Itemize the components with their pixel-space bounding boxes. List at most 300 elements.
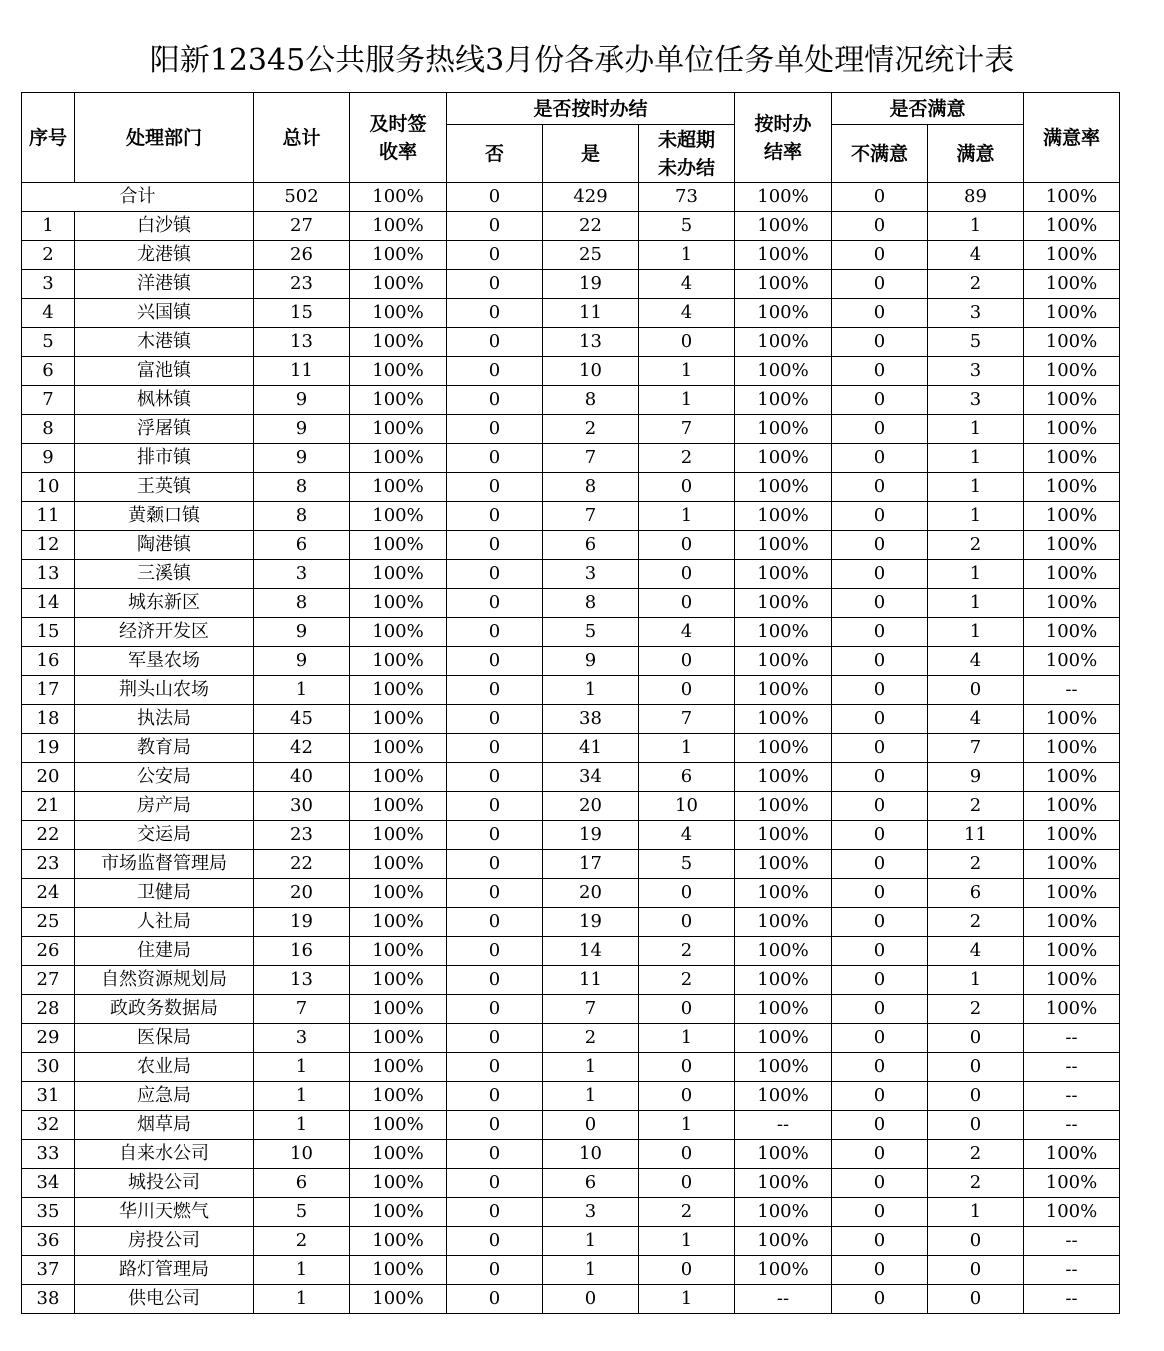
row-cell: 0 [639,473,735,502]
row-seq: 3 [22,270,75,299]
row-cell: 100% [1024,328,1120,357]
row-dept: 房投公司 [75,1227,254,1256]
row-cell: 0 [447,734,543,763]
row-cell: 100% [735,966,832,995]
row-cell: 100% [735,589,832,618]
row-cell: 11 [543,299,639,328]
row-cell: 100% [350,763,447,792]
row-cell: 34 [543,763,639,792]
header-total: 总计 [254,93,350,183]
row-cell: 100% [350,1053,447,1082]
row-cell: 0 [639,328,735,357]
row-cell: 0 [832,1053,928,1082]
row-cell: 100% [1024,386,1120,415]
row-dept: 龙港镇 [75,241,254,270]
row-cell: 0 [447,444,543,473]
row-cell: 100% [350,270,447,299]
row-cell: 100% [1024,589,1120,618]
row-seq: 20 [22,763,75,792]
row-cell: 100% [1024,1169,1120,1198]
row-cell: 0 [832,560,928,589]
row-cell: 0 [832,966,928,995]
row-cell: 8 [543,589,639,618]
row-cell: 5 [639,212,735,241]
row-seq: 35 [22,1198,75,1227]
row-cell: 100% [1024,966,1120,995]
row-cell: 100% [735,1227,832,1256]
row-cell: 42 [254,734,350,763]
header-sign-rate [350,93,447,183]
row-cell: -- [1024,1082,1120,1111]
row-cell: 11 [254,357,350,386]
row-cell: 22 [543,212,639,241]
row-seq: 2 [22,241,75,270]
row-cell: 7 [543,444,639,473]
row-cell: 5 [254,1198,350,1227]
row-cell: 100% [350,618,447,647]
row-cell: 3 [543,560,639,589]
row-cell: 0 [447,473,543,502]
table-row [22,734,1120,763]
table-row [22,1024,1120,1053]
row-dept: 交运局 [75,821,254,850]
row-cell: 1 [639,1024,735,1053]
row-dept: 自然资源规划局 [75,966,254,995]
row-cell: 100% [735,850,832,879]
row-cell: 0 [832,473,928,502]
row-seq: 22 [22,821,75,850]
row-cell: 3 [928,357,1024,386]
row-cell: 0 [832,676,928,705]
row-cell: 100% [350,995,447,1024]
row-cell: 10 [254,1140,350,1169]
row-cell: 100% [350,792,447,821]
row-cell: 0 [447,995,543,1024]
row-seq: 33 [22,1140,75,1169]
row-cell: 100% [735,1256,832,1285]
row-cell: 0 [832,1140,928,1169]
row-cell: 0 [832,1285,928,1314]
row-seq: 9 [22,444,75,473]
row-seq: 24 [22,879,75,908]
row-cell: 0 [639,1256,735,1285]
row-cell: 8 [254,473,350,502]
row-cell: 0 [832,328,928,357]
header-dept: 处理部门 [75,93,254,183]
row-cell: 100% [1024,879,1120,908]
row-cell: 30 [254,792,350,821]
row-cell: 25 [543,241,639,270]
row-cell: 0 [832,821,928,850]
row-cell: 11 [543,966,639,995]
row-cell: 1 [543,676,639,705]
row-cell: 0 [832,1169,928,1198]
row-cell: 100% [350,1256,447,1285]
row-cell: 0 [447,850,543,879]
header-satisfy-group: 是否满意 [832,93,1024,125]
row-cell: 7 [543,502,639,531]
row-dept: 路灯管理局 [75,1256,254,1285]
row-cell: 0 [928,1024,1024,1053]
row-cell: 2 [639,937,735,966]
total-cell: 100% [735,183,832,212]
row-cell: 0 [447,212,543,241]
row-cell: 0 [832,618,928,647]
row-cell: 100% [350,502,447,531]
table-row [22,821,1120,850]
table-row [22,879,1120,908]
row-cell: 100% [350,241,447,270]
row-cell: 100% [1024,415,1120,444]
row-cell: 2 [639,966,735,995]
row-cell: 0 [832,705,928,734]
row-cell: 38 [543,705,639,734]
row-cell: 7 [639,705,735,734]
row-cell: 2 [543,415,639,444]
row-cell: 100% [350,1227,447,1256]
row-dept: 荆头山农场 [75,676,254,705]
row-dept: 洋港镇 [75,270,254,299]
row-cell: 100% [735,1140,832,1169]
row-cell: 6 [639,763,735,792]
table-row [22,763,1120,792]
row-cell: 0 [832,937,928,966]
row-cell: 100% [735,502,832,531]
row-cell: 2 [254,1227,350,1256]
row-cell: 1 [254,1111,350,1140]
row-cell: 9 [254,647,350,676]
row-seq: 28 [22,995,75,1024]
row-cell: 1 [254,1285,350,1314]
row-cell: 100% [735,212,832,241]
table-row [22,647,1120,676]
row-seq: 6 [22,357,75,386]
row-cell: 0 [447,589,543,618]
row-cell: 41 [543,734,639,763]
row-cell: 0 [928,1285,1024,1314]
row-cell: 6 [928,879,1024,908]
row-cell: 0 [832,531,928,560]
header-ontime-group: 是否按时办结 [447,93,735,125]
row-seq: 34 [22,1169,75,1198]
row-cell: 0 [447,792,543,821]
row-seq: 5 [22,328,75,357]
row-cell: 0 [639,1053,735,1082]
statistics-table [21,92,1120,1314]
row-cell: 100% [350,531,447,560]
total-row [22,183,1120,212]
row-cell: 100% [1024,473,1120,502]
table-row [22,1169,1120,1198]
row-cell: 2 [543,1024,639,1053]
row-seq: 7 [22,386,75,415]
row-cell: 9 [543,647,639,676]
row-cell: 0 [447,937,543,966]
row-cell: 3 [254,560,350,589]
row-cell: 0 [447,1111,543,1140]
header-satisfied: 满意 [928,125,1024,183]
row-cell: 100% [735,1082,832,1111]
row-cell: 100% [735,386,832,415]
row-cell: 100% [735,1169,832,1198]
row-dept: 医保局 [75,1024,254,1053]
row-cell: 7 [543,995,639,1024]
row-cell: 2 [639,444,735,473]
row-dept: 农业局 [75,1053,254,1082]
row-cell: 0 [447,415,543,444]
row-cell: 0 [639,589,735,618]
row-cell: 0 [447,647,543,676]
row-dept: 城东新区 [75,589,254,618]
row-cell: 1 [928,502,1024,531]
row-cell: 0 [928,676,1024,705]
row-cell: 100% [735,995,832,1024]
row-cell: 2 [928,270,1024,299]
row-cell: 0 [832,270,928,299]
row-dept: 卫健局 [75,879,254,908]
row-cell: 2 [928,1169,1024,1198]
row-cell: 1 [254,1256,350,1285]
row-cell: 100% [1024,531,1120,560]
row-dept: 木港镇 [75,328,254,357]
row-dept: 浮屠镇 [75,415,254,444]
row-seq: 31 [22,1082,75,1111]
row-cell: 100% [350,879,447,908]
row-cell: 1 [928,560,1024,589]
row-cell: 3 [928,386,1024,415]
row-seq: 18 [22,705,75,734]
row-cell: 0 [447,1285,543,1314]
row-dept: 住建局 [75,937,254,966]
row-cell: 20 [254,879,350,908]
row-cell: 100% [735,531,832,560]
row-cell: 100% [350,328,447,357]
row-cell: 0 [447,531,543,560]
row-cell: 17 [543,850,639,879]
row-cell: -- [1024,676,1120,705]
table-row [22,270,1120,299]
row-cell: 8 [254,589,350,618]
row-cell: 1 [254,1082,350,1111]
total-cell: 73 [639,183,735,212]
row-cell: 100% [735,1198,832,1227]
row-cell: 100% [1024,1198,1120,1227]
row-cell: 0 [543,1111,639,1140]
total-cell: 502 [254,183,350,212]
table-row [22,618,1120,647]
row-cell: 19 [254,908,350,937]
row-cell: 0 [447,328,543,357]
row-cell: 20 [543,879,639,908]
row-cell: 100% [1024,502,1120,531]
row-cell: 100% [350,908,447,937]
row-cell: 0 [447,966,543,995]
row-cell: 1 [639,241,735,270]
row-seq: 4 [22,299,75,328]
row-cell: 0 [832,589,928,618]
row-cell: 1 [543,1256,639,1285]
row-seq: 27 [22,966,75,995]
row-dept: 陶港镇 [75,531,254,560]
row-cell: 0 [832,415,928,444]
row-cell: 100% [735,1053,832,1082]
total-cell: 100% [1024,183,1120,212]
row-cell: 0 [447,1082,543,1111]
row-cell: 4 [639,299,735,328]
table-row [22,357,1120,386]
row-cell: 100% [350,1082,447,1111]
row-cell: 0 [447,1053,543,1082]
table-row [22,705,1120,734]
row-dept: 富池镇 [75,357,254,386]
table-row [22,415,1120,444]
header-no: 否 [447,125,543,183]
row-cell: 13 [543,328,639,357]
row-dept: 市场监督管理局 [75,850,254,879]
row-cell: 100% [350,1111,447,1140]
row-cell: 0 [832,241,928,270]
row-cell: 4 [639,821,735,850]
row-cell: 13 [254,966,350,995]
row-cell: 1 [254,1053,350,1082]
row-cell: 100% [735,792,832,821]
row-cell: 0 [447,676,543,705]
table-row [22,1198,1120,1227]
row-cell: 0 [447,357,543,386]
row-dept: 教育局 [75,734,254,763]
row-cell: 1 [928,618,1024,647]
row-cell: 5 [639,850,735,879]
row-cell: 0 [928,1227,1024,1256]
row-cell: 7 [639,415,735,444]
total-cell: 0 [447,183,543,212]
row-cell: 2 [928,792,1024,821]
row-dept: 经济开发区 [75,618,254,647]
row-cell: 100% [350,444,447,473]
row-seq: 12 [22,531,75,560]
row-cell: 100% [735,444,832,473]
row-cell: 0 [832,1111,928,1140]
table-row [22,299,1120,328]
row-cell: 100% [1024,792,1120,821]
row-cell: 100% [735,299,832,328]
row-cell: 0 [639,1169,735,1198]
row-cell: 100% [735,618,832,647]
header-ontime-rate-text: 按时办结率 [754,112,812,163]
table-body [22,212,1120,1314]
row-dept: 人社局 [75,908,254,937]
table-row [22,1111,1120,1140]
row-cell: 0 [447,270,543,299]
row-cell: 1 [639,1285,735,1314]
row-cell: 0 [832,792,928,821]
row-cell: 9 [254,444,350,473]
row-cell: 0 [447,386,543,415]
row-cell: 100% [1024,995,1120,1024]
row-cell: 0 [832,763,928,792]
row-cell: 100% [735,763,832,792]
row-cell: 100% [1024,734,1120,763]
row-cell: 0 [639,531,735,560]
row-seq: 10 [22,473,75,502]
row-cell: 7 [254,995,350,1024]
table-row [22,473,1120,502]
row-cell: 2 [928,908,1024,937]
row-cell: 6 [254,531,350,560]
row-seq: 26 [22,937,75,966]
total-cell: 429 [543,183,639,212]
row-cell: 100% [1024,821,1120,850]
row-cell: -- [1024,1256,1120,1285]
table-row [22,1082,1120,1111]
table-row [22,850,1120,879]
row-cell: 0 [832,1024,928,1053]
row-cell: 100% [1024,560,1120,589]
row-cell: 100% [1024,357,1120,386]
row-cell: 40 [254,763,350,792]
row-cell: 100% [1024,270,1120,299]
row-cell: 11 [928,821,1024,850]
row-cell: 0 [832,212,928,241]
row-cell: 100% [350,647,447,676]
row-dept: 执法局 [75,705,254,734]
row-cell: 23 [254,821,350,850]
table-row [22,1053,1120,1082]
table-row [22,1227,1120,1256]
row-cell: 0 [447,705,543,734]
row-dept: 军垦农场 [75,647,254,676]
row-dept: 三溪镇 [75,560,254,589]
row-cell: 4 [928,241,1024,270]
row-cell: 15 [254,299,350,328]
header-unsatisfied: 不满意 [832,125,928,183]
row-cell: 0 [447,299,543,328]
table-row [22,502,1120,531]
row-cell: 19 [543,821,639,850]
row-cell: 100% [1024,850,1120,879]
row-cell: 100% [350,212,447,241]
row-cell: 0 [639,1082,735,1111]
row-cell: 0 [832,1082,928,1111]
row-cell: 0 [832,734,928,763]
table-row [22,1285,1120,1314]
row-cell: 0 [832,386,928,415]
row-cell: 0 [447,618,543,647]
row-cell: 13 [254,328,350,357]
table-row [22,966,1120,995]
row-cell: 9 [928,763,1024,792]
table-row [22,908,1120,937]
row-cell: 1 [928,212,1024,241]
header-satisfy-rate: 满意率 [1024,93,1120,183]
row-cell: 0 [447,1024,543,1053]
row-cell: 6 [543,531,639,560]
header-seq: 序号 [22,93,75,183]
header-yes: 是 [543,125,639,183]
row-dept: 政政务数据局 [75,995,254,1024]
row-cell: 19 [543,908,639,937]
row-cell: 4 [639,270,735,299]
row-cell: 45 [254,705,350,734]
row-cell: 100% [350,1140,447,1169]
row-seq: 1 [22,212,75,241]
row-cell: 0 [543,1285,639,1314]
row-cell: 10 [543,1140,639,1169]
row-cell: -- [1024,1227,1120,1256]
row-cell: 100% [350,705,447,734]
row-cell: 100% [350,299,447,328]
row-cell: 1 [543,1053,639,1082]
